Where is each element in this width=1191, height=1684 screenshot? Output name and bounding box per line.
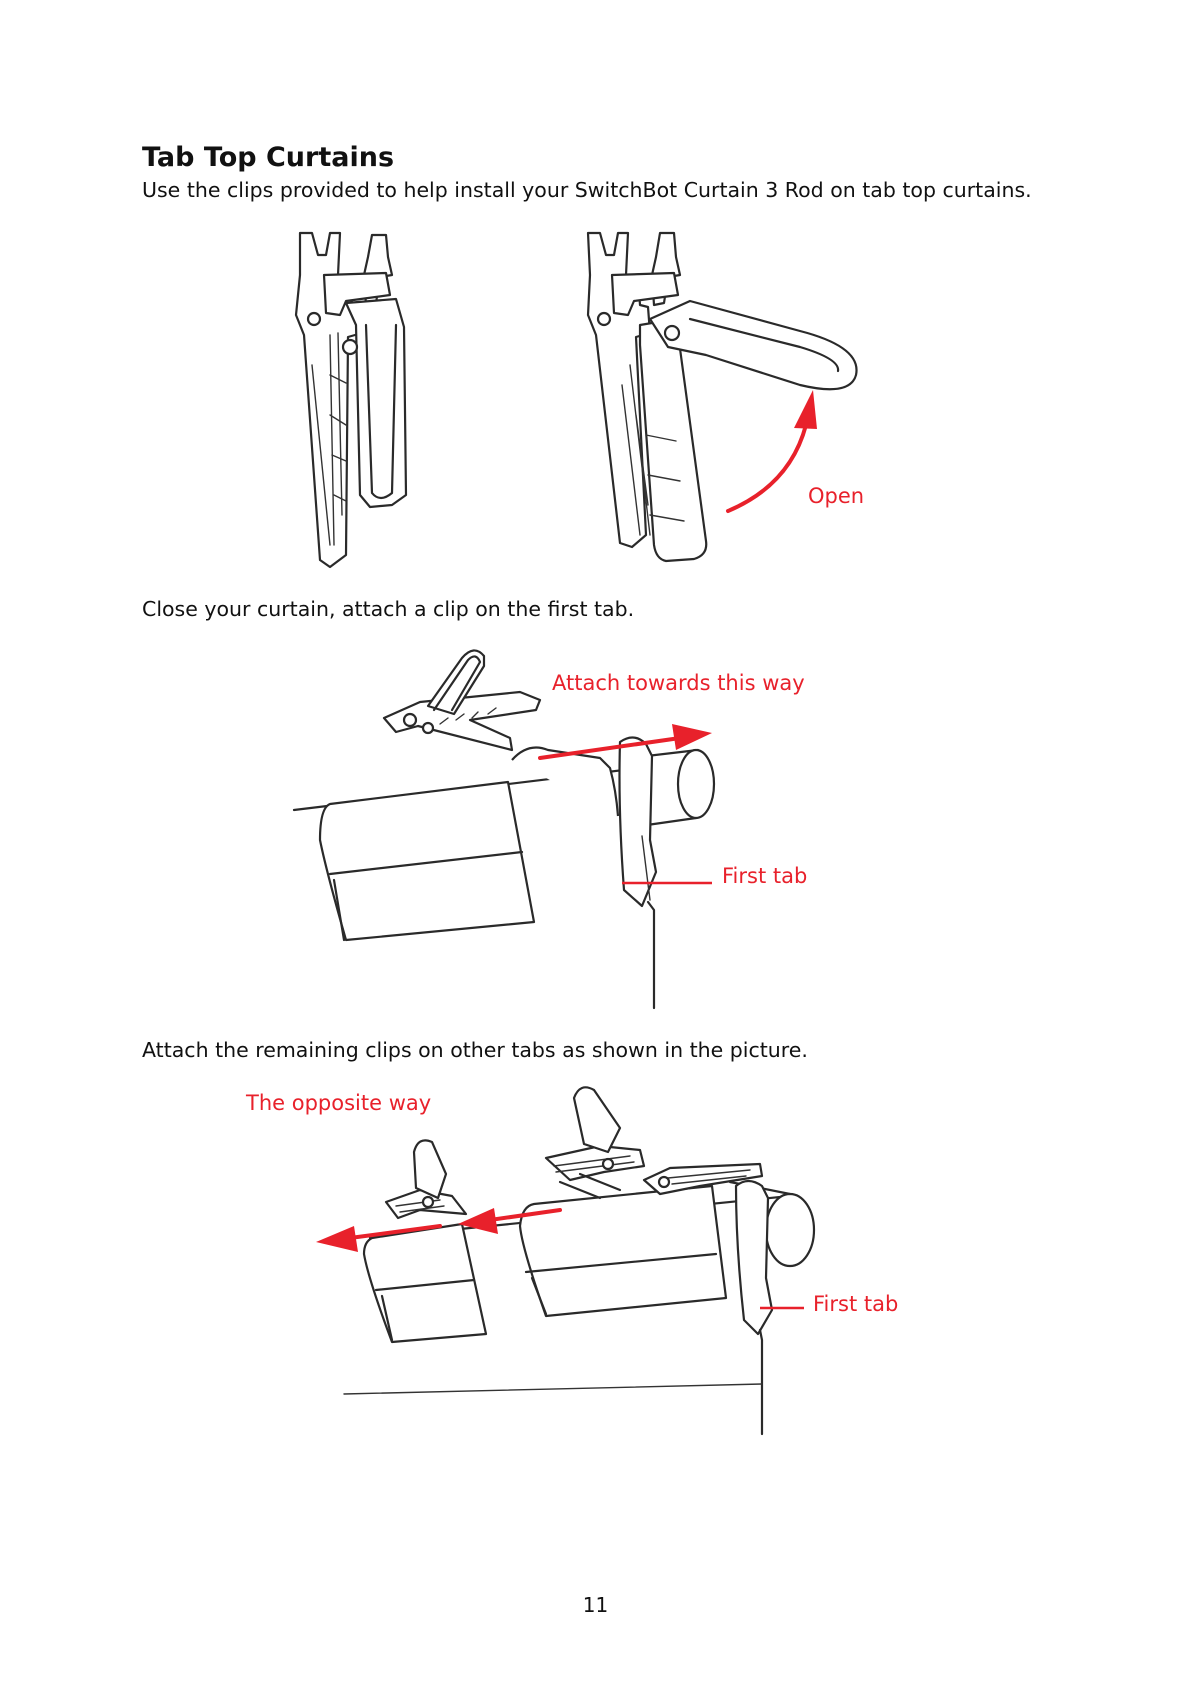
figure-remaining-clips (0, 1078, 1191, 1478)
curtain-rod-illustration (294, 737, 714, 1008)
attach-arrow-head (672, 724, 712, 750)
opened-clip-illustration (588, 233, 857, 561)
figure-clip-open (0, 215, 1191, 575)
closed-clip-illustration (296, 233, 406, 567)
label-attach-direction: Attach towards this way (552, 671, 805, 695)
open-arrow-head (794, 390, 817, 429)
page-number: 11 (582, 1593, 609, 1617)
label-open: Open (808, 484, 865, 508)
section-heading: Tab Top Curtains (142, 142, 395, 173)
label-first-tab-2: First tab (813, 1292, 899, 1316)
clip-on-first-tab (384, 650, 540, 750)
opposite-arrow-left-head (316, 1226, 358, 1252)
step2-paragraph: Attach the remaining clips on other tabs as shown in the picture. (142, 1038, 808, 1062)
intro-paragraph: Use the clips provided to help install your SwitchBot Curtain 3 Rod on tab top curtains. (142, 178, 1032, 202)
label-opposite-way: The opposite way (246, 1091, 432, 1115)
step1-paragraph: Close your curtain, attach a clip on the first tab. (142, 597, 635, 621)
curtain-rod-multi-illustration (344, 1181, 814, 1434)
figure-first-tab (0, 640, 1191, 1020)
open-arrow (728, 425, 806, 511)
label-first-tab: First tab (722, 864, 808, 888)
